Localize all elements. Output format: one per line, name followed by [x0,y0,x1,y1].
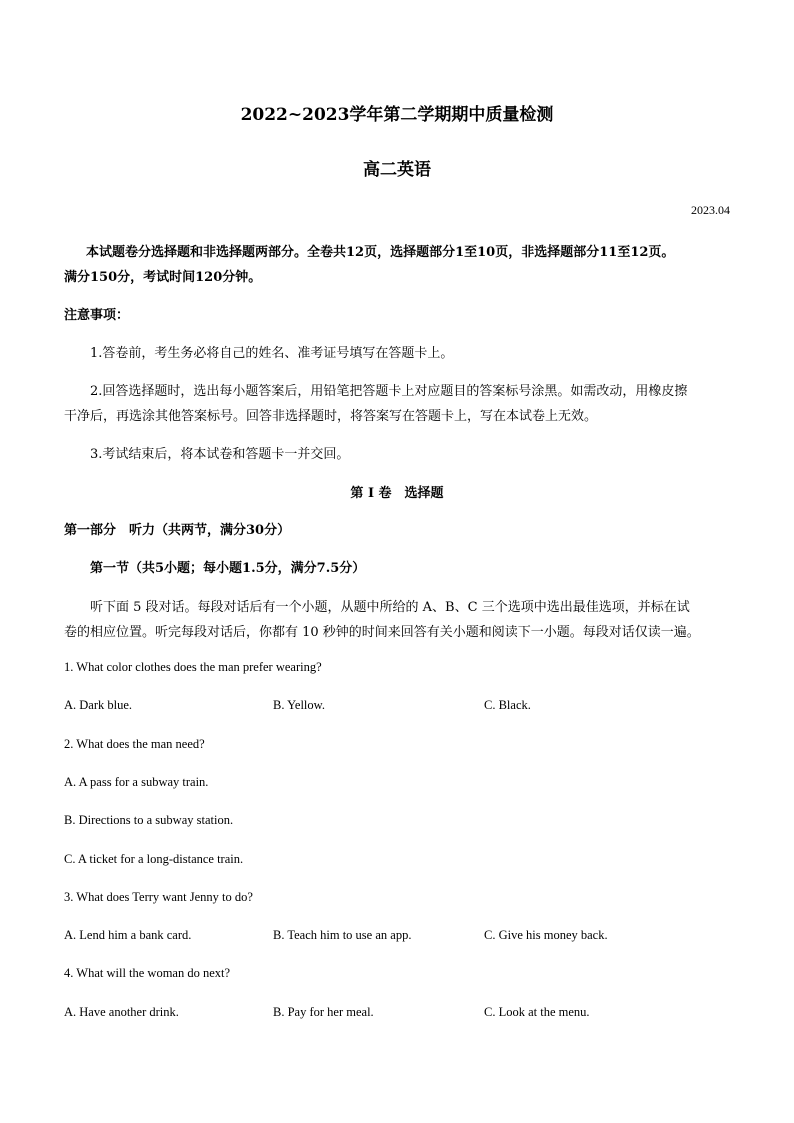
question-2-option-b: B. Directions to a subway station. [64,813,234,827]
volume-heading: 第 I 卷 选择题 [350,486,444,501]
question-3-option-c: C. Give his money back. [484,928,608,942]
question-4-option-a: A. Have another drink. [64,1005,179,1019]
question-4-option-c: C. Look at the menu. [484,1005,590,1019]
question-1-option-a: A. Dark blue. [64,698,133,712]
part-1-heading: 第一部分 听力（共两节，满分30分） [64,523,291,538]
question-3-stem: 3. What does Terry want Jenny to do? [64,890,253,904]
section-1-heading: 第一节（共5小题；每小题1.5分，满分7.5分） [90,561,366,576]
note-item-2-line-2: 干净后，再选涂其他答案标号。回答非选择题时，将答案写在答题卡上，写在本试卷上无效。 [64,409,598,424]
exam-title: 2022~2023学年第二学期期中质量检测 [240,105,554,125]
question-1-stem: 1. What color clothes does the man prefer wearing? [64,660,322,674]
instruction-line-2: 卷的相应位置。听完每段对话后，你都有 10 秒钟的时间来回答有关小题和阅读下一小题。每段对话仅读一遍。 [64,625,700,640]
question-4-option-b: B. Pay for her meal. [273,1005,374,1019]
question-1-option-b: B. Yellow. [273,698,325,712]
question-4-stem: 4. What will the woman do next? [64,966,231,980]
note-item-1: 1.答卷前，考生务必将自己的姓名、准考证号填写在答题卡上。 [90,346,454,361]
question-3-option-b: B. Teach him to use an app. [273,928,412,942]
note-item-3: 3.考试结束后，将本试卷和答题卡一并交回。 [90,447,350,462]
question-2-stem: 2. What does the man need? [64,737,205,751]
intro-line-2: 满分150分，考试时间120分钟。 [64,270,262,285]
question-2-option-a: A. A pass for a subway train. [64,775,209,789]
instruction-line-1: 听下面 5 段对话。每段对话后有一个小题，从题中所给的 A、B、C 三个选项中选出最佳选项，并标在试 [90,600,690,615]
question-2-option-c: C. A ticket for a long-distance train. [64,852,244,866]
question-3-option-a: A. Lend him a bank card. [64,928,192,942]
note-item-2-line-1: 2.回答选择题时，选出每小题答案后，用铅笔把答题卡上对应题目的答案标号涂黑。如需改动，用橡皮擦 [90,384,688,399]
subject-title: 高二英语 [363,160,431,180]
notes-heading: 注意事项： [64,308,130,323]
intro-line-1: 本试题卷分选择题和非选择题两部分。全卷共12页，选择题部分1至10页，非选择题部分11至12页。 [86,245,675,260]
question-1-option-c: C. Black. [484,698,531,712]
exam-date: 2023.04 [691,203,730,217]
